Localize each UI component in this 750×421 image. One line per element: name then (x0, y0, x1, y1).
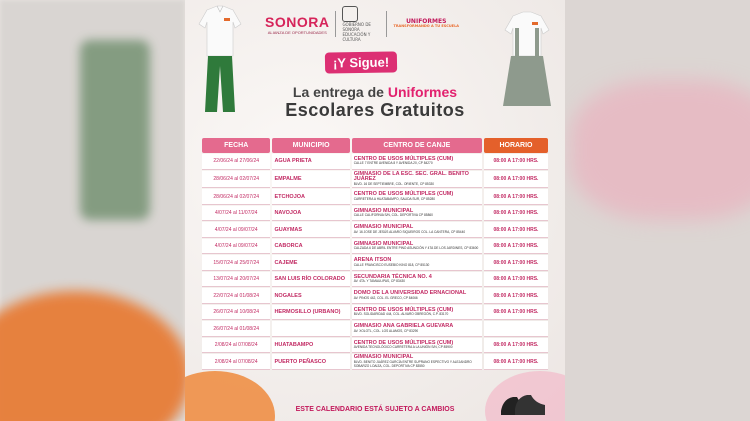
centro-address: CARRETERA A HUATABAMPO, SALIDA SUR, CP 85280 (353, 196, 436, 201)
header-horario: HORARIO (484, 138, 548, 153)
table-row (202, 206, 548, 222)
cell-municipio: HERMOSILLO (URBANO) (272, 305, 349, 321)
background-pants-shape (80, 40, 150, 220)
headline-pre: La entrega de (292, 84, 388, 100)
cell-municipio: ETCHOJOA (272, 189, 349, 205)
centro-name: GIMNASIO ANA GABRIELA GUEVARA (353, 323, 454, 330)
cell-centro (352, 288, 482, 304)
centro-address: CALLE 7 ENTRE AVENIDA 8 Y AVENIDA 20, CP 84270 (353, 161, 433, 166)
centro-name: ARENA ITSON (353, 257, 392, 264)
table-row (202, 288, 548, 304)
table-row (202, 255, 548, 271)
cell-municipio: HUATABAMPO (272, 338, 349, 354)
centro-address: CALLE FRANCISCO EUSEBIO KINO 818, CP 85130 (353, 262, 430, 267)
headline-line-2: Escolares Gratuitos (285, 100, 465, 120)
cell-municipio: PUERTO PEÑASCO (272, 354, 349, 370)
centro-address: BLVD. SOLIDARIDAD 444, COL. ALVARO OBREGÓN, C.P. 83170 (353, 312, 449, 317)
cell-centro (352, 354, 482, 370)
header-fecha: FECHA (202, 138, 270, 153)
cell-centro (352, 321, 482, 337)
cell-horario: 08:00 A 17:00 HRS. (484, 338, 548, 354)
centro-name: GIMNASIO MUNICIPAL (353, 240, 414, 247)
cell-fecha: 26/07/24 al 10/08/24 (202, 305, 270, 321)
cell-fecha: 22/07/24 al 01/08/24 (202, 288, 270, 304)
cell-municipio: EMPALME (272, 171, 349, 189)
cell-municipio: NAVOJOA (272, 206, 349, 222)
cell-fecha: 15/07/24 al 25/07/24 (202, 255, 270, 271)
headline-highlight: Uniformes (387, 84, 458, 100)
cell-horario: 08:00 A 17:00 HRS. (484, 354, 548, 370)
centro-name: CENTRO DE USOS MÚLTIPLES (CUM) (353, 339, 454, 346)
cell-municipio: CAJEME (272, 255, 349, 271)
cell-fecha: 4/07/24 al 09/07/24 (202, 239, 270, 255)
table-row (202, 239, 548, 255)
program-title: UNIFORMES (406, 17, 447, 25)
logo-divider (386, 11, 387, 37)
cell-centro (352, 305, 482, 321)
table-header-row (202, 138, 548, 153)
cell-municipio: CABORCA (272, 239, 349, 255)
logo-divider (335, 11, 336, 37)
cell-fecha: 2/08/24 al 07/08/24 (202, 338, 270, 354)
footer-note: ESTE CALENDARIO ESTÁ SUJETO A CAMBIOS (295, 406, 455, 413)
cell-fecha: 26/07/24 al 01/08/24 (202, 321, 270, 337)
table-body (202, 154, 548, 370)
cell-municipio (272, 321, 349, 337)
cell-centro (352, 222, 482, 238)
cell-horario: 08:00 A 17:00 HRS. (484, 154, 548, 170)
centro-address: AVENIDA TECNOLÓGICO CARRETERA A LA UNIÓN S/N, CP 85900 (353, 345, 453, 350)
centro-name: GIMNASIO MUNICIPAL (353, 224, 414, 231)
sonora-logo (265, 14, 329, 35)
uniformes-program-logo (393, 19, 459, 29)
table-row (202, 154, 548, 170)
cell-horario: 08:00 A 17:00 HRS. (484, 206, 548, 222)
program-sub: TRANSFORMANDO A TU ESCUELA (393, 24, 460, 29)
header-municipio: MUNICIPIO (272, 138, 349, 153)
gov-text: GOBIERNO DE SONORA (342, 22, 371, 33)
table-row (202, 354, 548, 370)
cell-horario: 08:00 A 17:00 HRS. (484, 189, 548, 205)
centro-name: CENTRO DE USOS MÚLTIPLES (CUM) (353, 306, 454, 313)
header-centro: CENTRO DE CANJE (352, 138, 482, 153)
centro-address: CALZADA 6 DE ABRIL ENTRE PINO ASUNCIÓN Y 4TA DE LOS JARDINES, CP 83600 (353, 246, 479, 251)
school-shoes-icon (499, 389, 547, 419)
centro-name: GIMNASIO MUNICIPAL (353, 354, 414, 361)
table-row (202, 222, 548, 238)
centro-name: GIMNASIO MUNICIPAL (353, 207, 414, 214)
state-seal-icon (342, 6, 358, 22)
centro-address: BLVD. BENITO JUÁREZ GARCÍA ENTRE SUPRANO ESPECTIVO Y ALEJANDRO SOBARZO LOAIZA, COL. DEPORTIVA CP 83550 (353, 360, 472, 368)
table-row (202, 189, 548, 205)
centro-name: DOMO DE LA UNIVERSIDAD ERNACIONAL (353, 290, 467, 297)
cell-fecha: 28/06/24 al 02/07/24 (202, 189, 270, 205)
cell-centro (352, 189, 482, 205)
cell-centro (352, 272, 482, 288)
centro-address: AV. PINOS 442, COL. EL GRECO, CP 84066 (353, 295, 418, 300)
centro-name: CENTRO DE USOS MÚLTIPLES (CUM) (353, 155, 454, 162)
cell-centro (352, 171, 482, 189)
cell-fecha: 4/07/24 al 11/07/24 (202, 206, 270, 222)
cell-municipio: NOGALES (272, 288, 349, 304)
centro-address: AV. 16 JOSE DE JESÚS ALVARO SIQUEIROS COL. LA CANTERA, CP 85440 (353, 229, 466, 234)
centro-address: AV. XOLOTL, COL. LOS ALAMOS, CP 83290 (353, 328, 419, 333)
centro-address: AV. 4TA. Y TAMAULIPAS, CP 83430 (353, 279, 406, 284)
cell-fecha: 22/06/24 al 27/06/24 (202, 154, 270, 170)
centro-name: GIMNASIO DE LA ESC. SEC. GRAL. BENITO JUÁREZ (353, 170, 469, 183)
table-row (202, 338, 548, 354)
headline-pill: ¡Y Sigue! (325, 51, 397, 73)
cell-centro (352, 338, 482, 354)
centro-name: CENTRO DE USOS MÚLTIPLES (CUM) (353, 191, 454, 198)
cell-centro (352, 255, 482, 271)
cell-municipio: AGUA PRIETA (272, 154, 349, 170)
cell-horario: 08:00 A 17:00 HRS. (484, 272, 548, 288)
centro-address: BLVD. 16 DE SEPTIEMBRE, COL. ORIENTE, CP 85330 (353, 182, 435, 187)
cell-fecha: 28/06/24 al 02/07/24 (202, 171, 270, 189)
cell-horario (484, 321, 548, 337)
logo-bar (265, 6, 465, 42)
cell-fecha: 2/08/24 al 07/08/24 (202, 354, 270, 370)
poster (185, 0, 565, 421)
cell-horario: 08:00 A 17:00 HRS. (484, 255, 548, 271)
centro-name: SECUNDARIA TÉCNICA NO. 4 (353, 273, 432, 280)
cell-centro (352, 239, 482, 255)
centro-address: CALLE CALIFORNIA S/N, COL. DEPORTIVA CP 85860 (353, 213, 433, 218)
cell-centro (352, 206, 482, 222)
cell-horario: 08:00 A 17:00 HRS. (484, 288, 548, 304)
cell-fecha: 13/07/24 al 20/07/24 (202, 272, 270, 288)
cell-fecha: 4/07/24 al 09/07/24 (202, 222, 270, 238)
table-row (202, 171, 548, 189)
brand-name: SONORA (265, 13, 330, 30)
brand-sub: ALIANZA DE OPORTUNIDADES (267, 29, 327, 35)
cell-horario: 08:00 A 17:00 HRS. (484, 171, 548, 189)
table-row (202, 305, 548, 321)
table-row (202, 272, 548, 288)
cell-municipio: SAN LUIS RÍO COLORADO (272, 272, 349, 288)
schedule-table (200, 137, 550, 371)
background-pink-blob (570, 80, 750, 220)
table-row (202, 321, 548, 337)
cell-horario: 08:00 A 17:00 HRS. (484, 239, 548, 255)
cell-municipio: GUAYMAS (272, 222, 349, 238)
cell-horario: 08:00 A 17:00 HRS. (484, 222, 548, 238)
cell-centro (352, 154, 482, 170)
government-logo (342, 6, 380, 43)
cell-horario: 08:00 A 17:00 HRS. (484, 305, 548, 321)
headline-line-1 (185, 84, 565, 100)
gov-dept: EDUCACIÓN Y CULTURA (342, 31, 371, 42)
